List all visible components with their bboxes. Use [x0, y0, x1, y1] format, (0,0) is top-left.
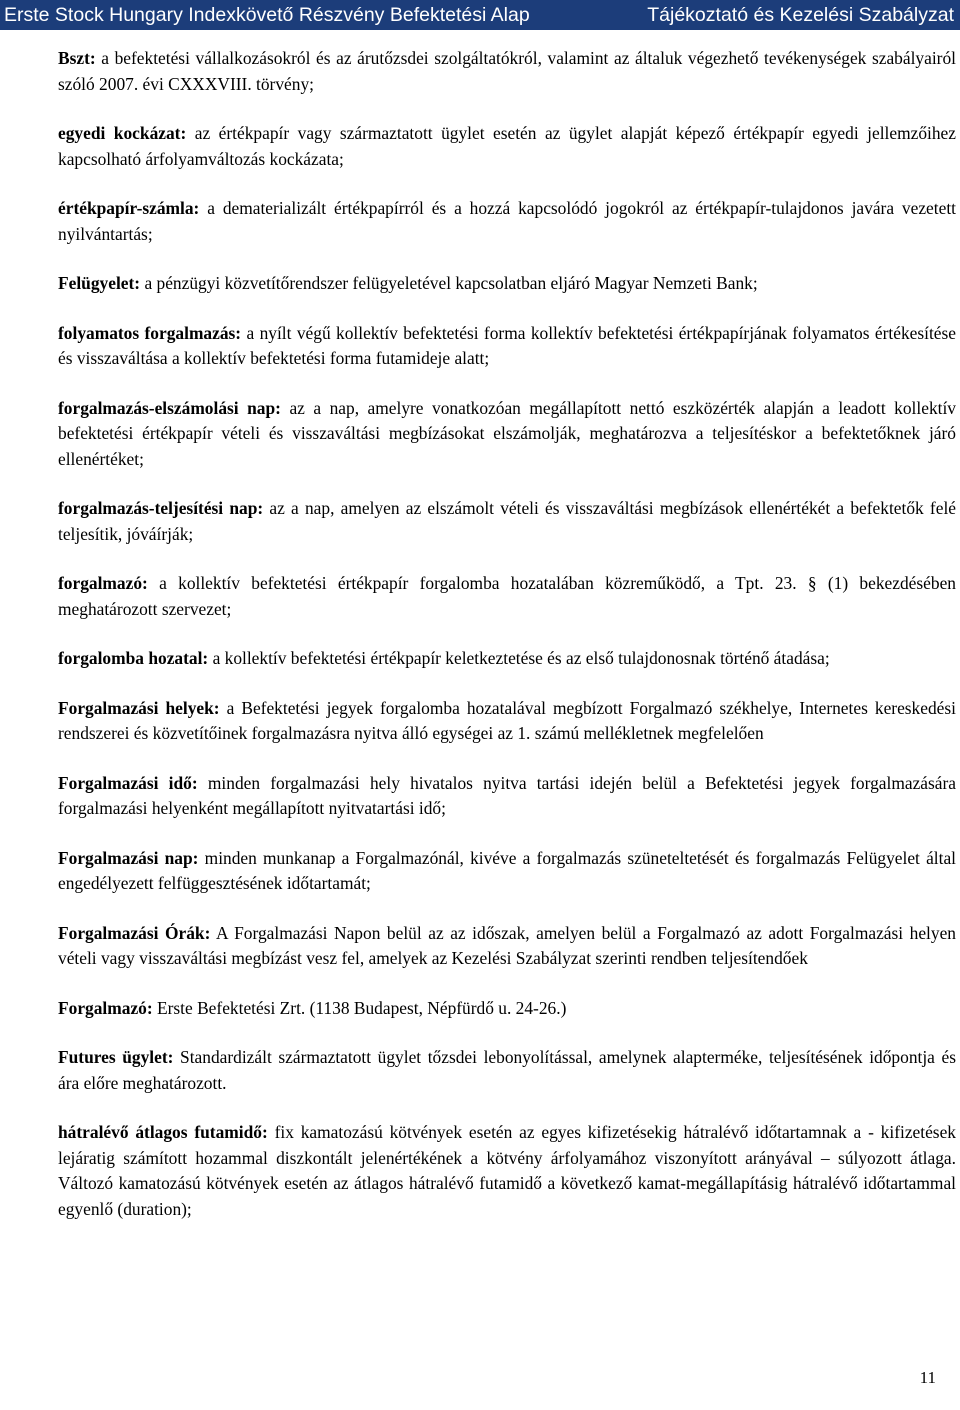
definition-term: forgalomba hozatal: — [58, 648, 209, 668]
definition-term: folyamatos forgalmazás: — [58, 322, 242, 343]
definition-text: a kollektív befektetési értékpapír keletkeztetése és az első tulajdonosnak történő átadása; — [208, 648, 830, 668]
definition-text: a befektetési vállalkozásokról és az árutőzsdei szolgáltatókról, valamint az általuk végezhető tevékenységek szabályairól szóló 2007. évi CXXXVIII. törvény; — [58, 48, 956, 94]
definition-text: a Befektetési jegyek forgalomba hozatalával megbízott Forgalmazó székhelye, Internetes kereskedési rendszerei és közvetítőinek forgalmazásra nyitva álló egységei az 1. számú mellékletnek megfelelően — [58, 697, 956, 743]
definition-term: Futures ügylet: — [58, 1047, 174, 1067]
definition-entry — [58, 1045, 956, 1096]
page-header — [0, 0, 960, 30]
definition-term: Forgalmazási Órák: — [58, 922, 211, 943]
definition-entry — [58, 46, 956, 97]
definition-term: Bszt: — [58, 48, 96, 68]
definition-text: Erste Befektetési Zrt. (1138 Budapest, Népfürdő u. 24-26.) — [152, 997, 567, 1018]
definition-term: Felügyelet: — [58, 273, 141, 293]
definition-term: forgalmazás-teljesítési nap: — [58, 498, 264, 518]
header-document-title: Tájékoztató és Kezelési Szabályzat — [647, 4, 954, 26]
definition-entry — [58, 271, 956, 297]
definition-entry — [58, 1120, 956, 1222]
definition-entry — [58, 121, 956, 172]
page-number: 11 — [919, 1368, 936, 1387]
definition-entry — [58, 571, 956, 622]
definition-text: az értékpapír vagy származtatott ügylet esetén az ügylet alapját képező értékpapír egyedi jellemzőihez kapcsolható árfolyamváltozás kockázata; — [58, 123, 956, 169]
definition-text: a pénzügyi közvetítőrendszer felügyeletével kapcsolatban eljáró Magyar Nemzeti Bank; — [140, 273, 758, 293]
definition-text: az a nap, amelyen az elszámolt vételi és visszaváltási megbízások ellenértékét a befektetők felé teljesítik, jóváírják; — [58, 498, 956, 544]
definition-term: hátralévő átlagos futamidő: — [58, 1122, 268, 1142]
definition-entry — [58, 696, 956, 747]
definition-text: fix kamatozású kötvények esetén az egyes kifizetésekig hátralévő időtartamnak a - kifizetések lejáratig számított hozammal diszkontált jelenértékének a kötvény árfolyamához viszonyított arányával – súlyozott átlaga. Változó kamatozású kötvények esetén az átlagos hátralévő futamidő a következő kamat-megállapításig hátralévő időtartammal egyenlő (duration); — [58, 1122, 956, 1219]
definition-term: értékpapír-számla: — [58, 198, 200, 218]
header-fund-name: Erste Stock Hungary Indexkövető Részvény Befektetési Alap — [4, 4, 530, 26]
definition-term: Forgalmazási helyek: — [58, 697, 220, 718]
definition-term: forgalmazó: — [58, 573, 148, 593]
definition-entry — [58, 196, 956, 247]
definition-term: forgalmazás-elszámolási nap: — [58, 397, 281, 418]
definition-entry — [58, 646, 956, 672]
definition-entry — [58, 846, 956, 897]
definition-text: az a nap, amelyre vonatkozóan megállapított nettó eszközérték alapján a leadott kollektív befektetési értékpapír vételi és visszaváltási megbízásokat elszámolják, meghatározva a teljesítéskor a befektetőknek járó ellenértéket; — [58, 397, 956, 469]
definition-term: Forgalmazási idő: — [58, 772, 198, 793]
definition-text: minden forgalmazási hely hivatalos nyitva tartási idején belül a Befektetési jegyek forgalmazására forgalmazási helyenként megállapított nyitvatartási idő; — [58, 772, 957, 818]
definition-entry — [58, 496, 956, 547]
definition-term: Forgalmazó: — [58, 997, 153, 1018]
definition-term: egyedi kockázat: — [58, 123, 187, 143]
definition-text: minden munkanap a Forgalmazónál, kivéve a forgalmazás szüneteltetését és forgalmazás Felügyelet által engedélyezett felfüggesztésének időtartamát; — [58, 847, 956, 893]
definition-entry — [58, 996, 956, 1022]
definition-entry — [58, 396, 956, 473]
definition-text: a nyílt végű kollektív befektetési forma kollektív befektetési értékpapírjának folyamatos értékesítése és visszaváltása a kollektív befektetési forma futamideje alatt; — [58, 322, 956, 368]
definition-text: A Forgalmazási Napon belül az az időszak, amelyen belül a Forgalmazó az adott Forgalmazási helyen vételi vagy visszaváltási megbízást vesz fel, amelyek az Kezelési Szabályzat szerinti rendben teljesítendőek — [58, 922, 956, 968]
definition-entry — [58, 771, 956, 822]
definition-text: a dematerializált értékpapírról és a hozzá kapcsolódó jogokról az értékpapír-tulajdonos javára vezetett nyilvántartás; — [58, 198, 956, 244]
definition-text: Standardizált származtatott ügylet tőzsdei lebonyolítással, amelynek alapterméke, teljesítésének időpontja és ára előre meghatározott. — [58, 1047, 956, 1093]
definitions-list — [58, 46, 956, 1246]
definition-entry — [58, 321, 956, 372]
definition-text: a kollektív befektetési értékpapír forgalomba hozatalában közreműködő, a Tpt. 23. § (1) bekezdésében meghatározott szervezet; — [58, 573, 956, 619]
definition-entry — [58, 921, 956, 972]
definition-term: Forgalmazási nap: — [58, 847, 199, 868]
